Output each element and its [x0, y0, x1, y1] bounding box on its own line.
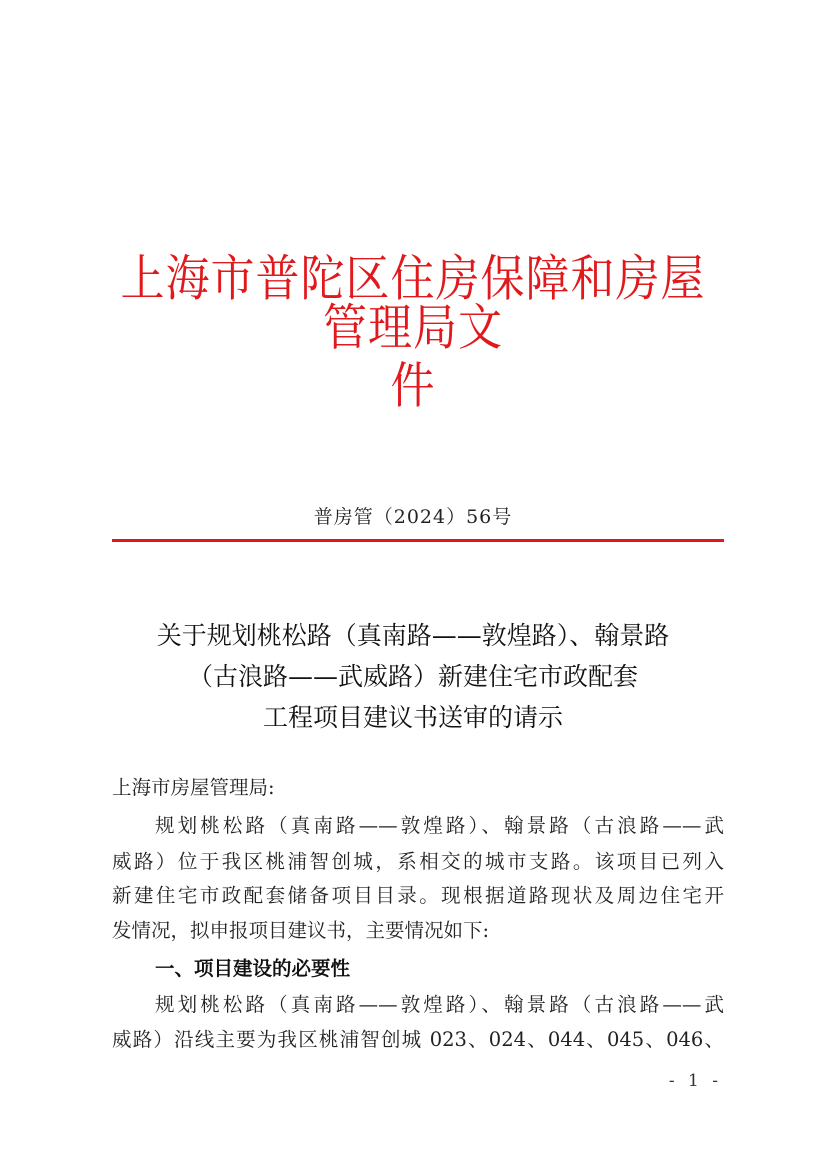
paragraph-line: 发情况，拟申报项目建议书，主要情况如下:	[112, 919, 490, 942]
issuing-authority-title: 上海市普陀区住房保障和房屋管理局文	[120, 250, 706, 357]
subject-line: （古浪路——武威路）新建住宅市政配套	[187, 662, 638, 691]
red-divider-line	[112, 539, 724, 542]
document-number: 普房管（2024）56号	[313, 506, 513, 528]
paragraph-line: 威路）沿线主要为我区桃浦智创城 023、024、044、045、046、	[112, 1028, 724, 1051]
page-number: - 1 -	[668, 1071, 722, 1091]
subject-line: 关于规划桃松路（真南路——敦煌路）、翰景路	[156, 621, 670, 650]
paragraph-line: 规划桃松路（真南路——敦煌路）、翰景路（古浪路——武	[155, 814, 724, 837]
addressee: 上海市房屋管理局:	[112, 776, 275, 799]
subject-line: 工程项目建议书送审的请示	[262, 703, 563, 732]
paragraph-line: 威路）位于我区桃浦智创城，系相交的城市支路。该项目已列入	[112, 850, 724, 873]
paragraph-line: 新建住宅市政配套储备项目目录。现根据道路现状及周边住宅开	[112, 884, 724, 907]
section-heading: 一、项目建设的必要性	[155, 957, 351, 980]
issuing-authority-title-continued: 件	[390, 357, 436, 415]
paragraph-line: 规划桃松路（真南路——敦煌路）、翰景路（古浪路——武	[155, 993, 724, 1016]
